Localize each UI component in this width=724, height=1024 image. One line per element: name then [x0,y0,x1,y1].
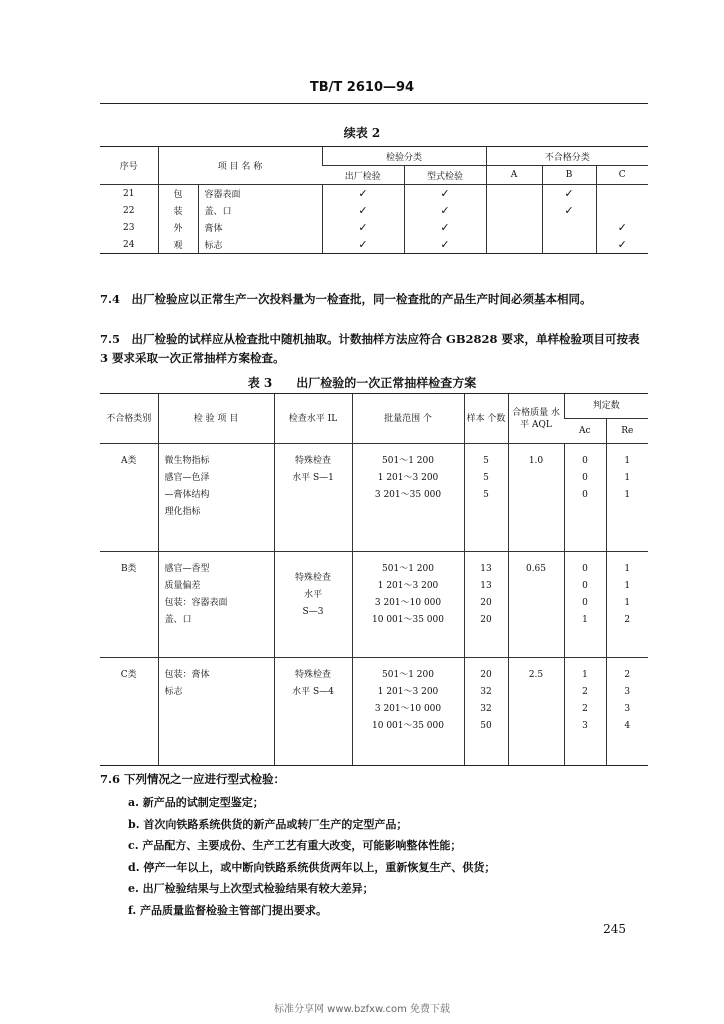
table3-cell-items [158,444,274,552]
table2-cell-item: 标志 [198,236,322,254]
table3-cell-batch [352,552,464,658]
table3-cell-level-line: 水平 [303,590,322,600]
check-mark-icon: ✓ [358,204,368,217]
table3-cell-level-line: 特殊检查 [294,670,331,680]
check-mark-icon: ✓ [617,221,627,234]
table2-cell-no: 24 [100,236,158,254]
table2-cell-item: 盖、口 [198,202,322,219]
table3-cell-re-line: 1 [624,456,631,466]
table3-cell-re-line: 3 [624,687,631,697]
table3-cell-batch-line: 3 201～35 000 [374,490,442,500]
clause-7-6-item: d. 停产一年以上，或中断向铁路系统供货两年以上，重新恢复生产、供货； [128,860,496,874]
table3-header-level: 检查水平 IL [274,394,352,444]
table2-cell-b [542,185,596,203]
table3-cell-batch [352,444,464,552]
table3-cell-batch-line: 3 201～10 000 [374,598,442,608]
table3-cell-level [274,444,352,552]
check-mark-icon: ✓ [358,187,368,200]
table3-cell-sample-line: 20 [480,670,492,680]
table3-cell-items-line: 包装：膏体 [164,670,210,680]
check-mark-icon: ✓ [564,187,574,200]
table3-header-judge: 判定数 [564,394,648,419]
table3-cell-ac-line: 2 [582,704,588,714]
table2-cell-factory [322,219,404,236]
clause-7-6-item: f. 产品质量监督检验主管部门提出要求。 [128,903,327,917]
table3-cell-batch-line: 1 201～3 200 [377,687,439,697]
table3-cell-ac-line: 0 [582,473,588,483]
table3-cell-aql: 0.65 [508,552,564,658]
table2-cell-type [404,236,486,254]
table2-cell-factory [322,202,404,219]
table3-group-row [100,444,648,552]
table3-header-ac: Ac [564,419,606,444]
table3-header-aql: 合格质量 水 平 AQL [508,394,564,444]
table2-cell-no: 21 [123,188,135,199]
table3-cell-sample-line: 32 [480,687,492,697]
table3-cell-ac-line: 1 [582,615,588,625]
table3-cell-items-line: 质量偏差 [164,581,201,591]
table3-cell-level-line: S—3 [302,607,324,617]
table2-cell-b [542,236,596,254]
table3-cell-batch-line: 10 001～35 000 [372,615,444,625]
clause-7-6-item: a. 新产品的试制定型鉴定； [128,796,264,809]
clause-7-6: 7.6 下列情况之一应进行型式检验： [100,772,286,786]
table3-cell-ac [564,444,606,552]
table3-group-row [100,658,648,766]
table3-cell-items-line: 微生物指标 [164,456,210,466]
table3-cell-level [274,658,352,766]
table3-cell-class: A类 [100,444,158,552]
table3-cell-items [158,658,274,766]
table2-row [100,219,648,236]
table2-header-inspect: 检验分类 [322,147,486,166]
table3-cell-re [606,658,648,766]
table3-cell-aql: 2.5 [508,658,564,766]
table2-header-type: 型式检验 [404,166,486,185]
table2-cell-factory [322,236,404,254]
table2-header-b: B [542,166,596,185]
table3-cell-items-line: 标志 [164,687,183,697]
table2-header-c: C [596,166,648,185]
table2-cell-type [404,219,486,236]
table3-cell-aql: 1.0 [508,444,564,552]
footer-watermark: 标准分享网 www.bzfxw.com 免费下载 [274,1004,450,1015]
table2-cell-a [486,185,542,203]
table3-cell-re-line: 4 [624,721,631,731]
table2-cell-a [486,236,542,254]
table3-cell-batch-line: 501～1 200 [382,564,434,574]
check-mark-icon: ✓ [440,221,450,234]
table3-cell-items-line: 盖、口 [164,615,192,625]
table2-cell-group: 包 [158,185,198,203]
table3-header-sample: 样本 个数 [464,394,508,444]
table3-group-row [100,552,648,658]
table3-cell-sample [464,658,508,766]
table3-cell-ac-line: 2 [582,687,588,697]
table2-caption: 续表 2 [343,126,381,140]
table2-cell-group: 观 [158,236,198,254]
table3-cell-re [606,444,648,552]
table3-cell-re-line: 1 [624,473,631,483]
table3-cell-batch [352,658,464,766]
table2 [100,146,648,254]
table2-cell-c [596,202,648,219]
clause-7-4: 7.4 出厂检验应以正常生产一次投料量为一检查批，同一检查批的产品生产时间必须基本相同。 [100,292,592,306]
table3-cell-level-line: 水平 S—4 [292,687,334,697]
table3-cell-items [158,552,274,658]
table3-cell-sample-line: 13 [480,581,492,591]
check-mark-icon: ✓ [440,238,450,251]
table3-cell-re-line: 1 [624,598,631,608]
check-mark-icon: ✓ [358,221,368,234]
table3-cell-re-line: 1 [624,564,631,574]
table3-cell-ac-line: 0 [582,564,588,574]
table2-cell-no: 23 [123,222,135,233]
table3-cell-sample-line: 32 [480,704,492,714]
table2-header-a: A [486,166,542,185]
table3-cell-ac-line: 3 [582,721,588,731]
table3-cell-ac-line: 0 [582,581,588,591]
table3-cell-re-line: 2 [624,670,631,680]
table3-cell-ac-line: 1 [582,670,588,680]
table3-cell-items-line: 包装：容器表面 [164,598,228,608]
table2-cell-a [486,219,542,236]
table2-row [100,202,648,219]
check-mark-icon: ✓ [564,204,574,217]
table2-header-factory: 出厂检验 [322,166,404,185]
table3-cell-batch-line: 1 201～3 200 [377,473,439,483]
table3-cell-ac-line: 0 [582,456,588,466]
doc-header-code: TB/T 2610—94 [309,80,415,95]
table2-header-nonconf: 不合格分类 [486,147,648,166]
table2-header-no: 序号 [100,147,158,185]
table3-cell-batch-line: 501～1 200 [382,670,434,680]
table3-cell-ac [564,552,606,658]
table3-cell-batch-line: 1 201～3 200 [377,581,439,591]
table3-cell-sample-line: 50 [480,721,492,731]
table3-cell-re-line: 2 [624,615,631,625]
table2-cell-factory [322,185,404,203]
clause-7-6-item: c. 产品配方、主要成份、生产工艺有重大改变，可能影响整体性能； [128,839,462,852]
table3-cell-sample-line: 5 [483,456,489,466]
table2-row [100,236,648,254]
table3-cell-sample-line: 20 [480,598,492,608]
table2-cell-type [404,202,486,219]
check-mark-icon: ✓ [358,238,368,251]
header-rule [100,103,648,104]
table2-cell-c [596,219,648,236]
table2-cell-b [542,202,596,219]
table3-cell-items-line: —膏体结构 [164,490,210,500]
table3-header-class: 不合格类别 [100,394,158,444]
table2-cell-a [486,202,542,219]
clause-7-6-item: b. 首次向铁路系统供货的新产品或转厂生产的定型产品； [128,817,408,831]
table3-cell-batch-line: 501～1 200 [382,456,434,466]
table2-cell-item: 容器表面 [198,185,322,203]
table3 [100,393,648,766]
check-mark-icon: ✓ [440,204,450,217]
table3-cell-level-line: 特殊检查 [294,573,331,583]
table3-cell-re-line: 3 [624,704,631,714]
table3-cell-ac-line: 0 [582,490,588,500]
table3-cell-level-line: 水平 S—1 [292,473,334,483]
table3-cell-batch-line: 3 201～10 000 [374,704,442,714]
clause-7-5: 7.5 出厂检验的试样应从检查批中随机抽取。计数抽样方法应符合 GB2828 要求，单样检验项目可按表 3 要求采取一次正常抽样方案检查。 [100,332,640,365]
table3-header-re: Re [606,419,648,444]
table3-cell-level-line: 特殊检查 [294,456,331,466]
clause-7-6-item: e. 出厂检验结果与上次型式检验结果有较大差异； [128,882,374,895]
table3-cell-ac [564,658,606,766]
page-number: 245 [603,922,626,936]
table3-cell-items-line: 理化指标 [164,507,201,517]
table2-header-name: 项 目 名 称 [158,147,322,185]
table3-cell-re [606,552,648,658]
check-mark-icon: ✓ [617,238,627,251]
table3-cell-items-line: 感官—香型 [164,564,210,574]
table3-header-batch: 批量范围 个 [352,394,464,444]
table2-row [100,185,648,203]
table3-cell-items-line: 感官—色泽 [164,473,210,483]
table2-cell-b [542,219,596,236]
table3-cell-class: C类 [100,658,158,766]
table3-cell-class: B类 [100,552,158,658]
table3-cell-sample [464,444,508,552]
check-mark-icon: ✓ [440,187,450,200]
clause-7-6-list [128,792,648,921]
table2-cell-group: 装 [158,202,198,219]
table2-cell-item: 膏体 [198,219,322,236]
table3-cell-batch-line: 10 001～35 000 [372,721,444,731]
table2-cell-c [596,236,648,254]
table3-caption: 表 3 出厂检验的一次正常抽样检查方案 [247,376,477,390]
table3-cell-sample [464,552,508,658]
table3-cell-sample-line: 13 [480,564,492,574]
table3-header-item: 检 验 项 目 [158,394,274,444]
table3-cell-sample-line: 5 [483,490,489,500]
table2-cell-c [596,185,648,203]
table3-cell-sample-line: 5 [483,473,489,483]
table2-cell-group: 外 [158,219,198,236]
table2-cell-no: 22 [123,205,135,216]
table2-cell-type [404,185,486,203]
table3-cell-re-line: 1 [624,490,631,500]
table3-cell-sample-line: 20 [480,615,492,625]
table3-cell-ac-line: 0 [582,598,588,608]
table3-cell-level [274,552,352,658]
table3-cell-re-line: 1 [624,581,631,591]
